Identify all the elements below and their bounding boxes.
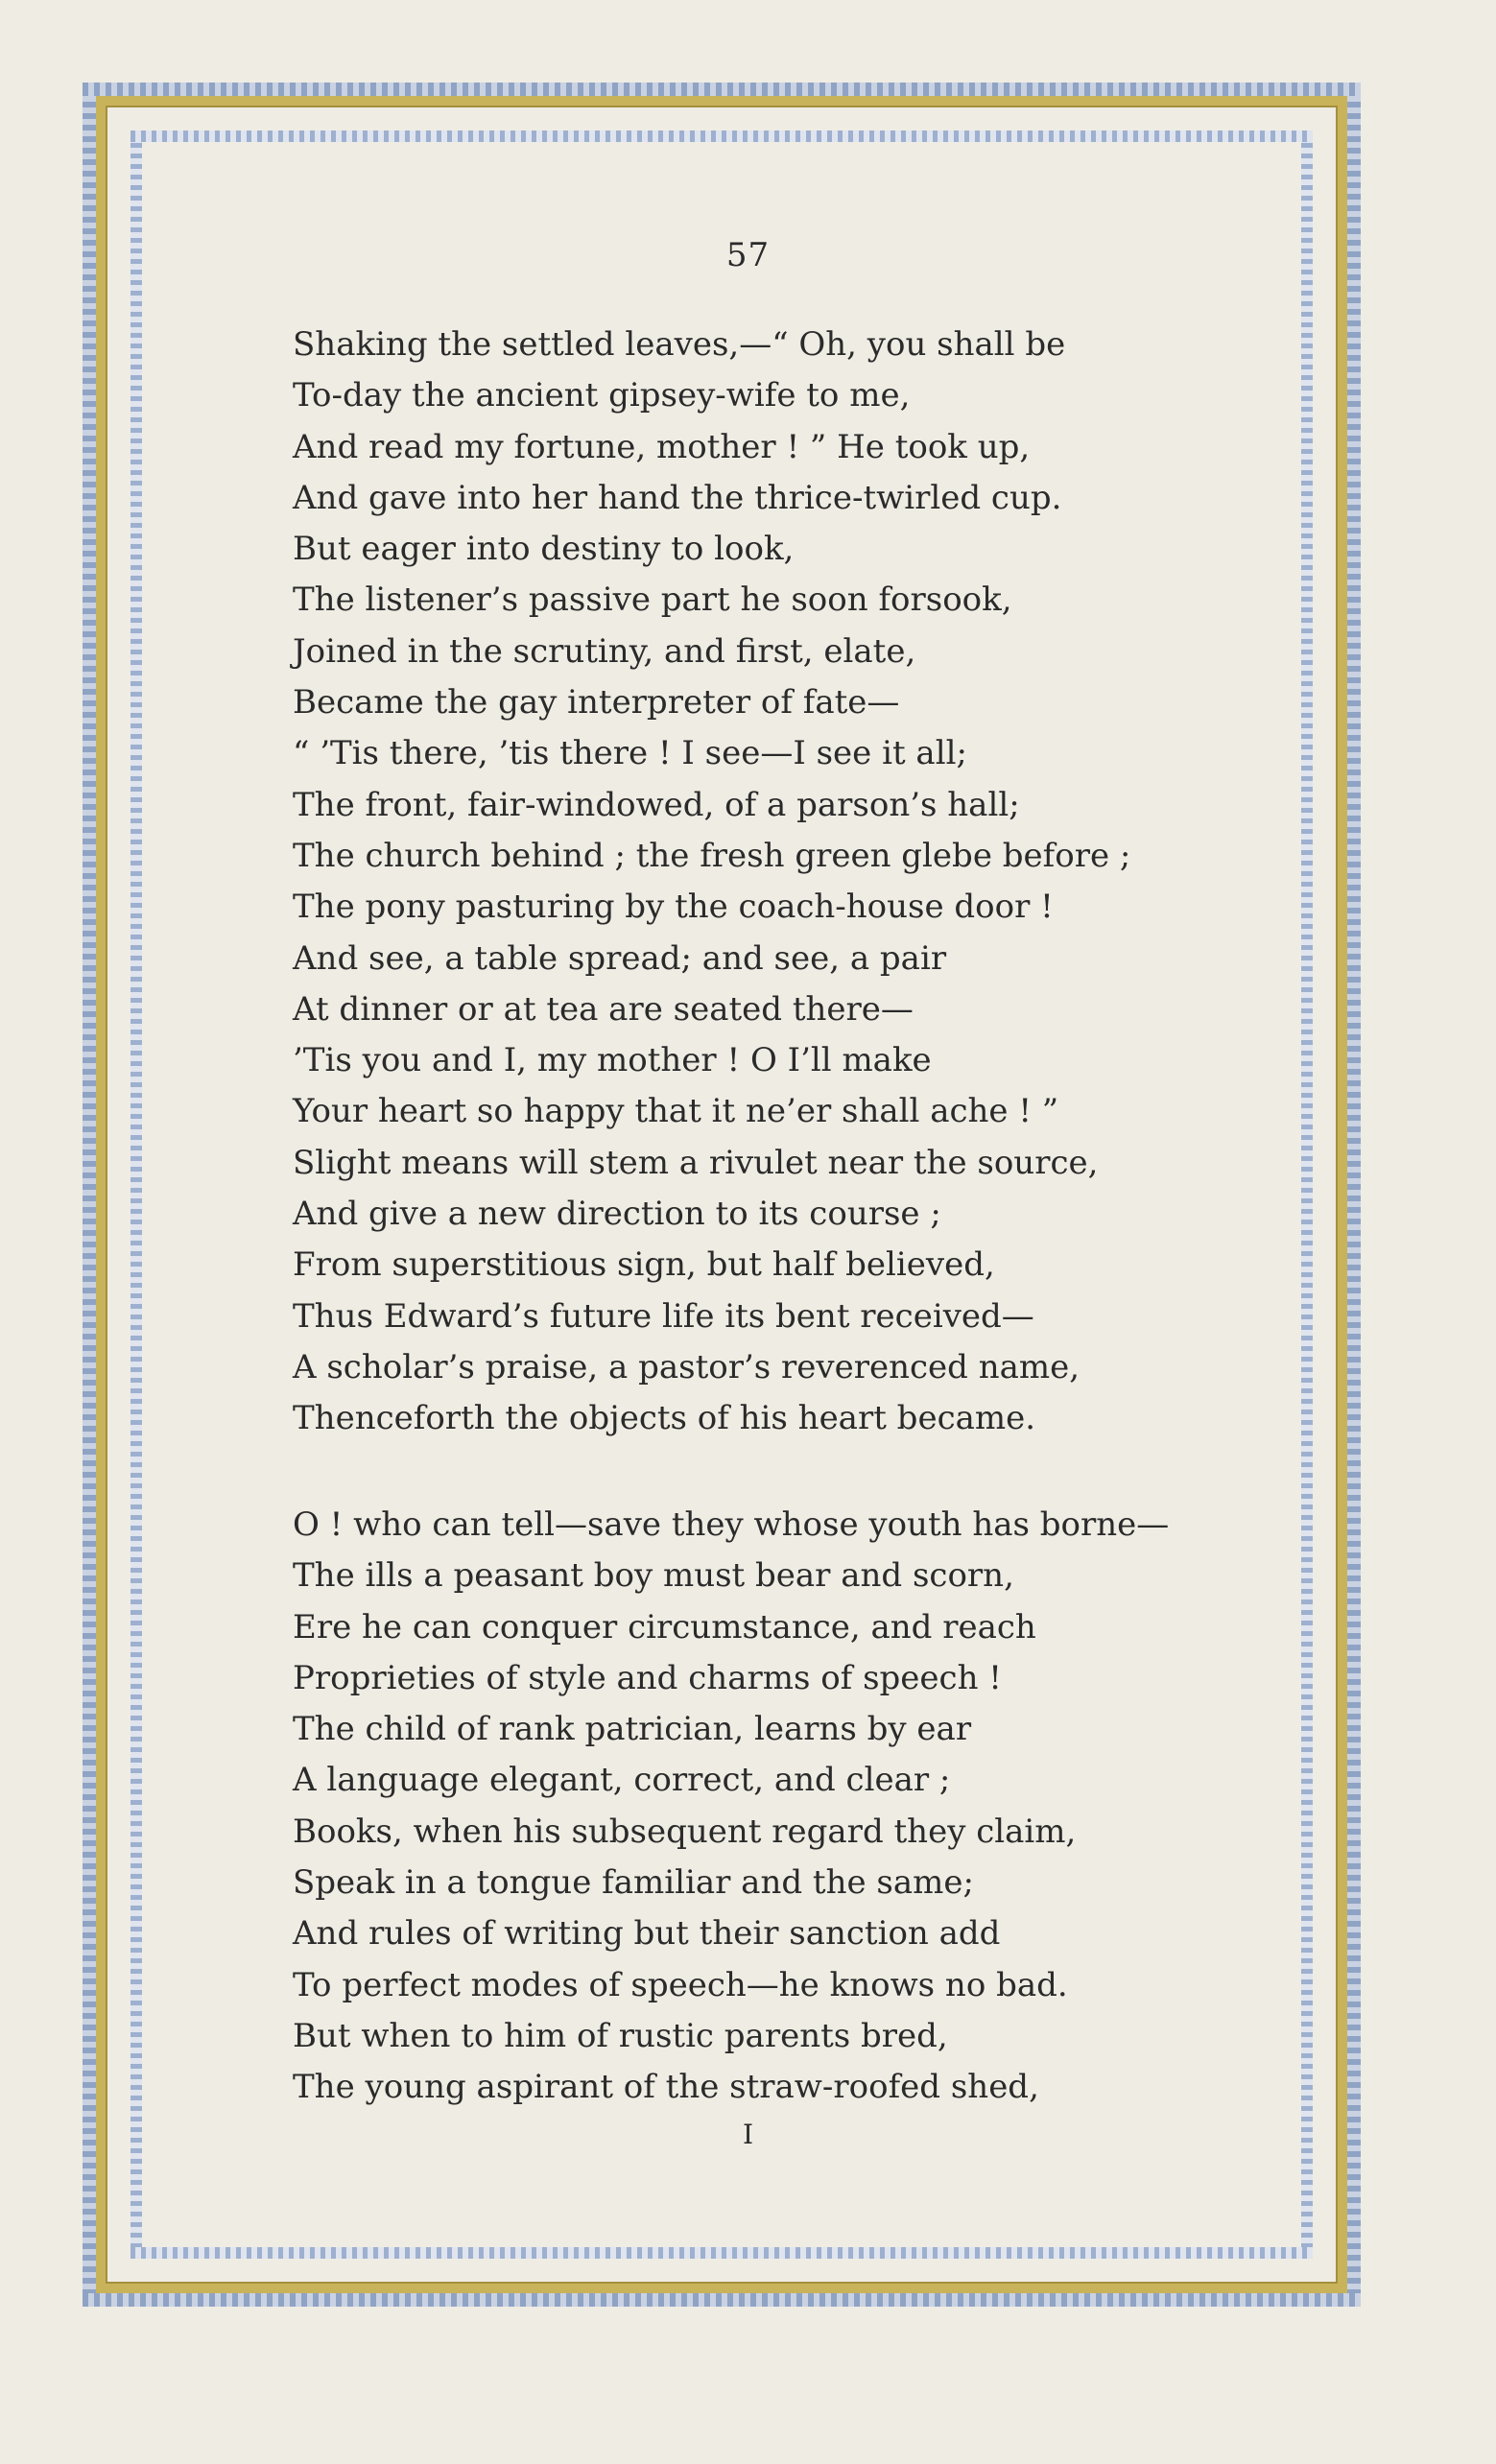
poem-line: The child of rank patrician, learns by ear — [293, 1710, 972, 1749]
stanza-1 — [293, 320, 1130, 1445]
poem-line: “ ’Tis there, ’tis there ! I see—I see it all; — [293, 734, 967, 773]
poem-line: Proprieties of style and charms of speech ! — [293, 1658, 1002, 1697]
poem-line: The listener’s passive part he soon forsook, — [293, 580, 1012, 620]
poem-line: And gave into her hand the thrice-twirled cup. — [293, 478, 1062, 517]
stanza-2 — [293, 1500, 1169, 2114]
poem-line: A scholar’s praise, a pastor’s reverenced name, — [293, 1347, 1080, 1386]
page-number: 57 — [725, 236, 771, 274]
poem-line: Speak in a tongue familiar and the same; — [293, 1863, 974, 1903]
poem-line: The church behind ; the fresh green glebe before ; — [293, 836, 1131, 875]
poem-line: O ! who can tell—save they whose youth has borne— — [293, 1505, 1170, 1544]
poem-line: To perfect modes of speech—he knows no bad. — [293, 1965, 1068, 2004]
poem-line: Shaking the settled leaves,—“ Oh, you shall be — [293, 325, 1066, 364]
poem-line: The young aspirant of the straw-roofed shed, — [293, 2068, 1039, 2107]
poem-line: And see, a table spread; and see, a pair — [293, 938, 947, 978]
poem-line: From superstitious sign, but half believed, — [293, 1245, 995, 1285]
poem-line: And give a new direction to its course ; — [293, 1195, 941, 1234]
poem-line: ’Tis you and I, my mother ! O I’ll make — [293, 1041, 932, 1080]
poem-line: But when to him of rustic parents bred, — [293, 2016, 948, 2055]
poem-line: Your heart so happy that it ne’er shall ache ! ” — [293, 1092, 1059, 1131]
poem-line: Books, when his subsequent regard they claim, — [293, 1812, 1077, 1851]
poem-line: The ills a peasant boy must bear and scorn, — [293, 1556, 1014, 1596]
poem-line: Joined in the scrutiny, and first, elate, — [293, 631, 916, 671]
poem-line: The front, fair-windowed, of a parson’s hall; — [293, 785, 1020, 824]
poem-line: Became the gay interpreter of fate— — [293, 683, 900, 723]
poem-line: But eager into destiny to look, — [293, 530, 795, 569]
poem-line: At dinner or at tea are seated there— — [293, 989, 914, 1029]
signature-mark: I — [742, 2119, 754, 2150]
poem-line: And rules of writing but their sanction add — [293, 1914, 1001, 1954]
poem-line: Slight means will stem a rivulet near the source, — [293, 1143, 1099, 1182]
poem-line: And read my fortune, mother ! ” He took up, — [293, 427, 1031, 466]
poem-line: The pony pasturing by the coach-house door ! — [293, 888, 1054, 927]
poem-line: Thus Edward’s future life its bent received— — [293, 1296, 1034, 1336]
poem-line: Ere he can conquer circumstance, and reach — [293, 1607, 1036, 1647]
poem-line: To-day the ancient gipsey-wife to me, — [293, 376, 911, 415]
poem-line: A language elegant, correct, and clear ; — [293, 1761, 951, 1800]
poem-line: Thenceforth the objects of his heart became. — [293, 1399, 1036, 1438]
